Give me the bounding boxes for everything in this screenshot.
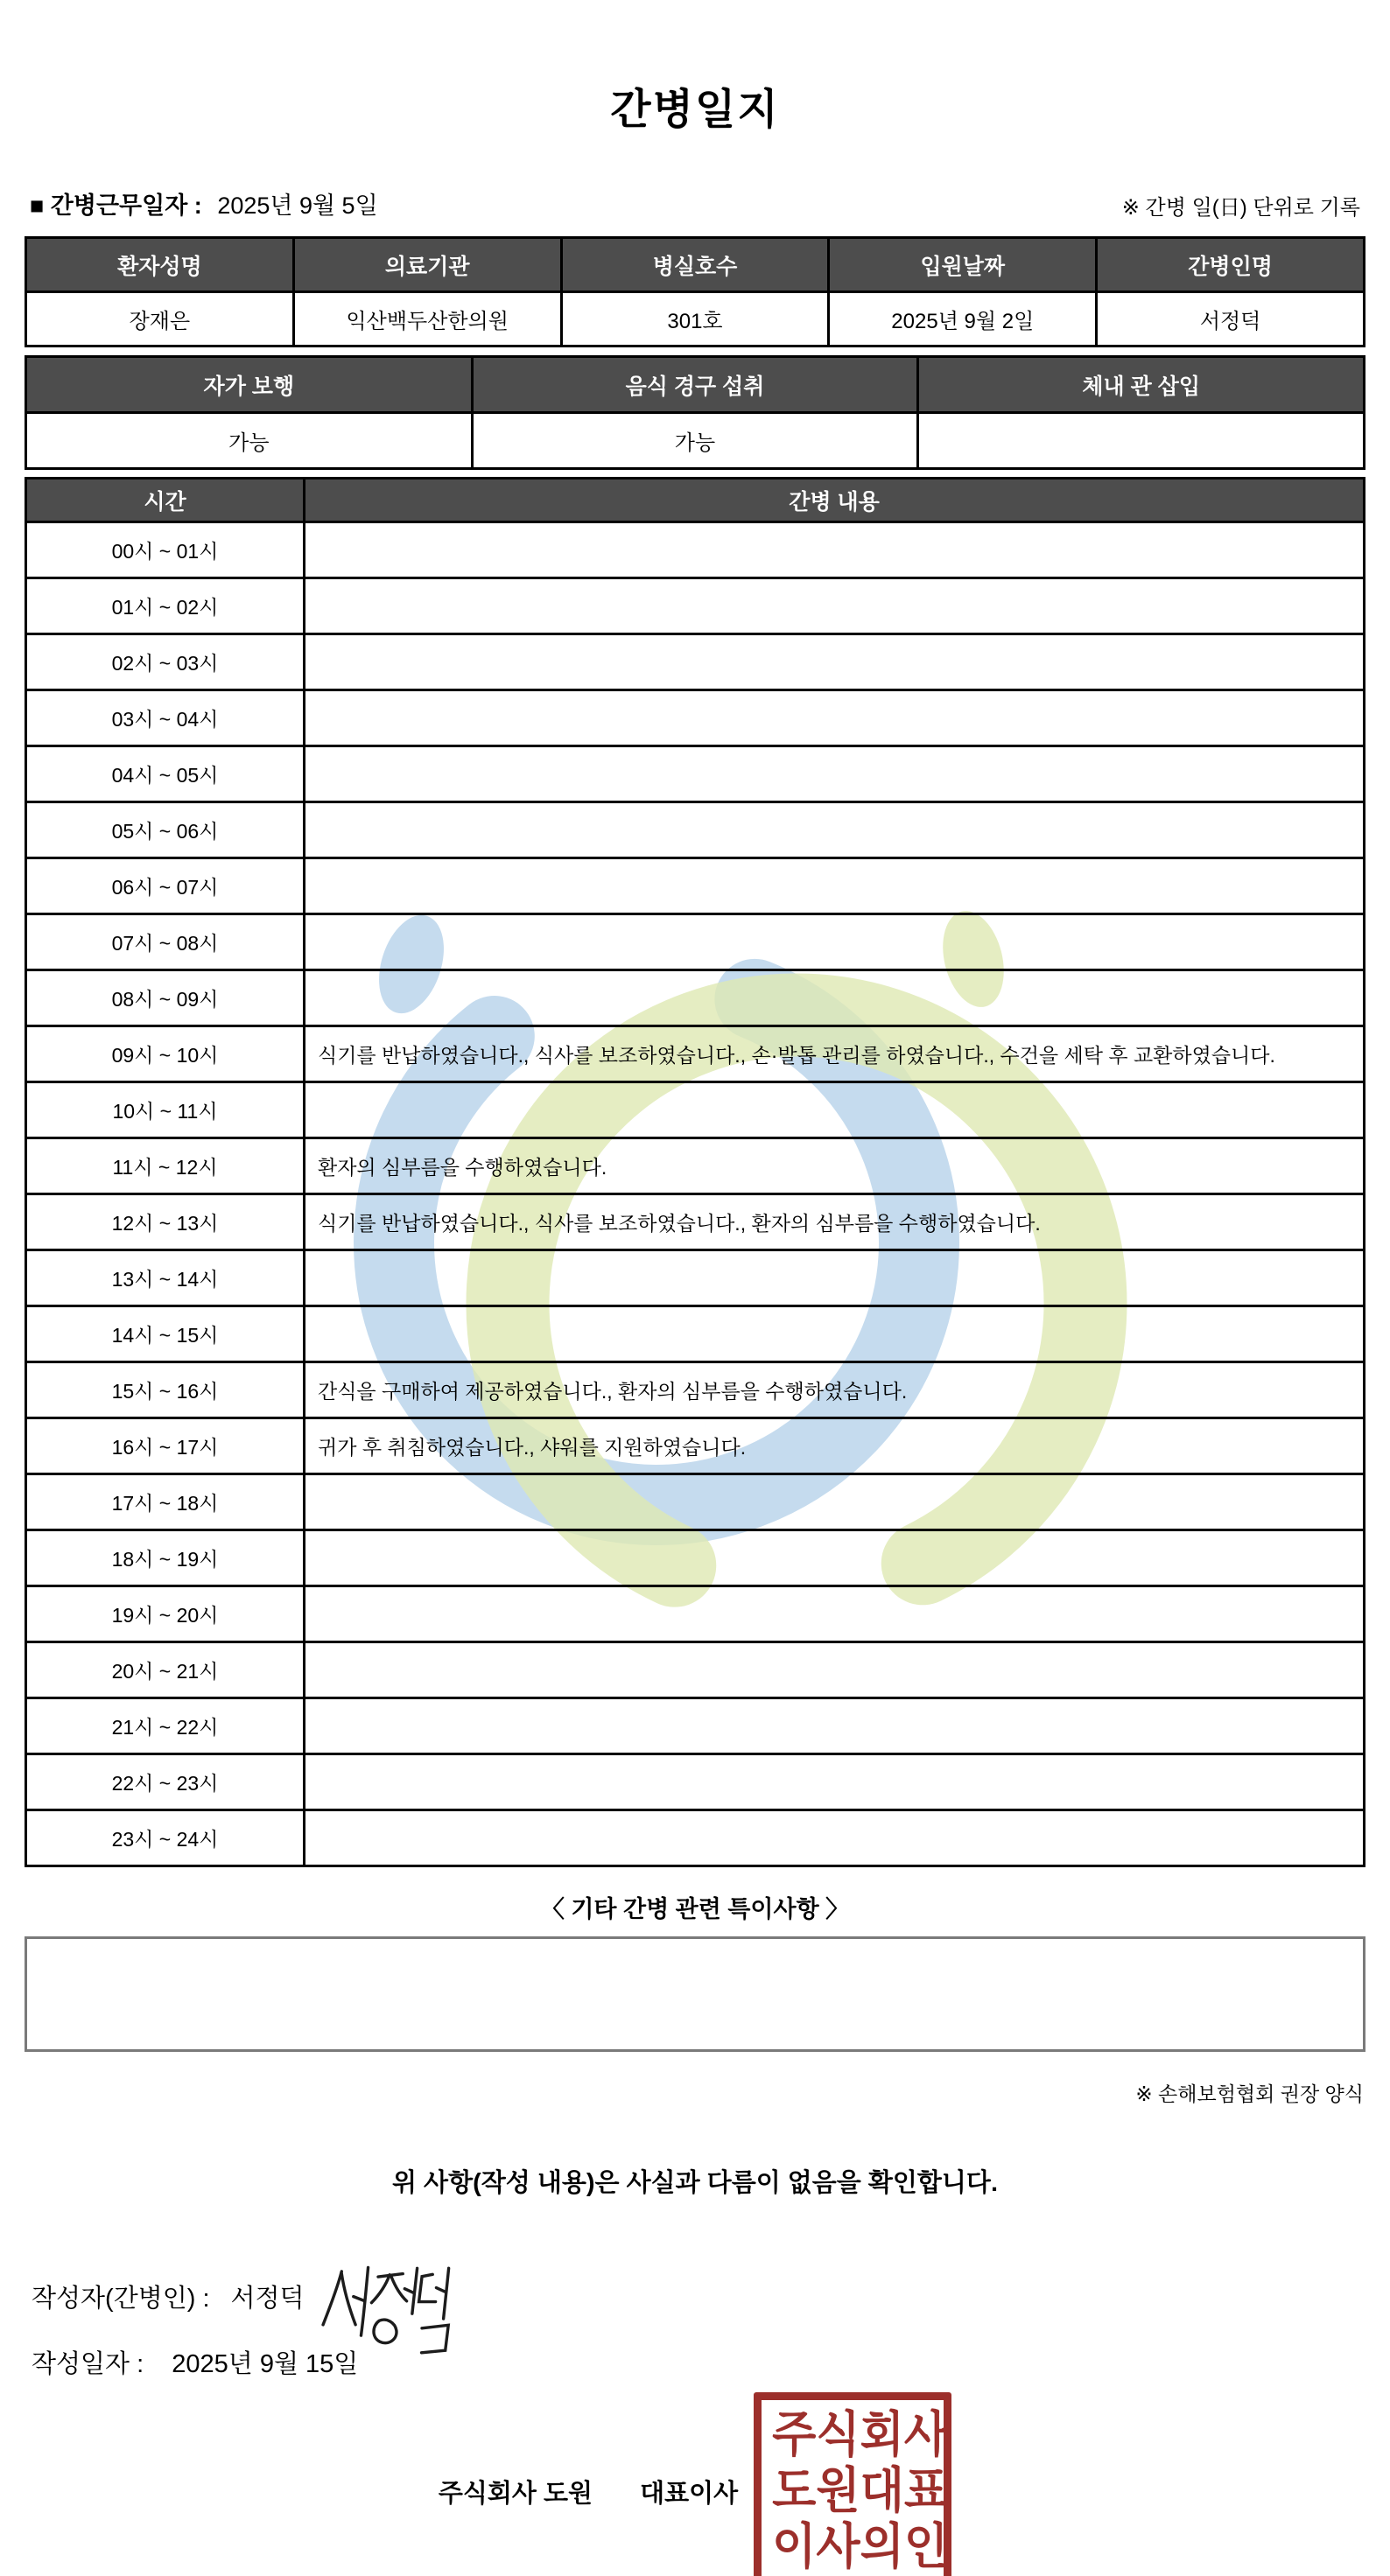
corporate-seal-stamp [754, 2392, 951, 2576]
writer-name: 서정덕 [230, 2285, 305, 2313]
care-log-row [26, 746, 1365, 802]
seal-line-3 [772, 2519, 949, 2575]
written-date-value: 2025년 9월 15일 [172, 2350, 359, 2378]
work-date-label: ■ 간병근무일자 : [30, 192, 202, 219]
time-cell: 07시 ~ 08시 [26, 914, 305, 970]
seal-character: 사 [816, 2519, 860, 2575]
time-cell: 19시 ~ 20시 [26, 1586, 305, 1642]
care-content-cell [305, 634, 1365, 690]
seal-character: 원 [816, 2463, 860, 2519]
care-log-row [26, 1194, 1365, 1250]
care-log-row [26, 1642, 1365, 1698]
work-date-value: 2025년 9월 5일 [217, 192, 378, 219]
patient-header-row [26, 238, 1365, 292]
time-cell: 05시 ~ 06시 [26, 802, 305, 858]
care-log-row [26, 1306, 1365, 1362]
care-log-row [26, 970, 1365, 1026]
care-log-header-row [26, 479, 1365, 522]
care-log-row [26, 1474, 1365, 1530]
special-notes-title: 〈 기타 간병 관련 특이사항 〉 [540, 1896, 850, 1922]
col-tube-insertion: 체내 관 삽입 [918, 357, 1365, 413]
care-log-row [26, 1026, 1365, 1082]
care-content-cell: 환자의 심부름을 수행하였습니다. [305, 1138, 1365, 1194]
seal-character: 주 [772, 2407, 817, 2463]
care-content-cell [305, 1810, 1365, 1866]
care-content-cell: 식기를 반납하였습니다., 식사를 보조하였습니다., 환자의 심부름을 수행하였습니다. [305, 1194, 1365, 1250]
time-cell: 06시 ~ 07시 [26, 858, 305, 914]
status-header-row [26, 357, 1365, 413]
col-self-walking: 자가 보행 [26, 357, 473, 413]
care-content-cell [305, 914, 1365, 970]
patient-name: 장재은 [26, 292, 294, 346]
seal-character: 의 [860, 2519, 904, 2575]
care-content-cell [305, 1530, 1365, 1586]
seal-character: 도 [772, 2463, 817, 2519]
time-cell: 23시 ~ 24시 [26, 1810, 305, 1866]
care-content-cell [305, 1698, 1365, 1754]
care-log-row [26, 1586, 1365, 1642]
care-log-row [26, 1250, 1365, 1306]
care-content-cell [305, 522, 1365, 578]
care-log-row [26, 1698, 1365, 1754]
patient-info-table [25, 236, 1365, 347]
care-log-row [26, 1810, 1365, 1866]
page-title: 간병일지 [610, 87, 780, 133]
care-log-row [26, 1362, 1365, 1418]
self-walking-value: 가능 [26, 413, 473, 469]
col-admission-date: 입원날짜 [829, 238, 1097, 292]
care-log-row [26, 802, 1365, 858]
seal-character: 인 [903, 2519, 949, 2575]
special-notes-box [25, 1936, 1365, 2052]
patient-status-table [25, 355, 1365, 470]
care-content-cell [305, 802, 1365, 858]
written-date-label: 작성일자 : [32, 2350, 144, 2378]
admission-date: 2025년 9월 2일 [829, 292, 1097, 346]
care-content-cell: 식기를 반납하였습니다., 식사를 보조하였습니다., 손·발톱 관리를 하였습니다., 수건을 세탁 후 교환하였습니다. [305, 1026, 1365, 1082]
seal-character: 회 [860, 2407, 904, 2463]
col-time: 시간 [26, 479, 305, 522]
care-content-cell: 귀가 후 취침하였습니다., 샤워를 지원하였습니다. [305, 1418, 1365, 1474]
time-cell: 02시 ~ 03시 [26, 634, 305, 690]
care-content-cell [305, 858, 1365, 914]
written-date-line [25, 2344, 1365, 2380]
seal-character: 사 [903, 2407, 949, 2463]
seal-character: 이 [772, 2519, 817, 2575]
care-content-cell [305, 578, 1365, 634]
time-cell: 10시 ~ 11시 [26, 1082, 305, 1138]
confirmation-statement: 위 사항(작성 내용)은 사실과 다름이 없음을 확인합니다. [391, 2169, 999, 2197]
time-cell: 22시 ~ 23시 [26, 1754, 305, 1810]
time-cell: 14시 ~ 15시 [26, 1306, 305, 1362]
care-content-cell [305, 746, 1365, 802]
care-log-row [26, 914, 1365, 970]
col-medical-institution: 의료기관 [293, 238, 561, 292]
col-patient-name: 환자성명 [26, 238, 294, 292]
time-cell: 20시 ~ 21시 [26, 1642, 305, 1698]
unit-note: ※ 간병 일(日) 단위로 기록 [1121, 196, 1360, 220]
seal-character: 표 [903, 2463, 949, 2519]
seal-line-2 [772, 2463, 949, 2519]
care-content-cell [305, 970, 1365, 1026]
col-caregiver-name: 간병인명 [1097, 238, 1365, 292]
care-content-cell [305, 690, 1365, 746]
room-number: 301호 [561, 292, 829, 346]
care-log-row [26, 1530, 1365, 1586]
company-seal-row [25, 2392, 1365, 2576]
time-cell: 01시 ~ 02시 [26, 578, 305, 634]
care-log-body [26, 522, 1365, 1866]
time-cell: 13시 ~ 14시 [26, 1250, 305, 1306]
form-recommendation-note: ※ 손해보험협회 권장 양식 [1135, 2082, 1364, 2105]
care-content-cell [305, 1642, 1365, 1698]
col-oral-intake: 음식 경구 섭취 [472, 357, 918, 413]
company-name: 주식회사 도원 [438, 2479, 593, 2508]
care-content-cell [305, 1754, 1365, 1810]
patient-value-row [26, 292, 1365, 346]
seal-character: 식 [816, 2407, 860, 2463]
ceo-label: 대표이사 [640, 2479, 739, 2508]
seal-line-1 [772, 2407, 949, 2463]
care-content-cell [305, 1250, 1365, 1306]
tube-insertion-value [918, 413, 1365, 469]
care-content-cell [305, 1586, 1365, 1642]
care-content-cell: 간식을 구매하여 제공하였습니다., 환자의 심부름을 수행하였습니다. [305, 1362, 1365, 1418]
writer-line [25, 2262, 1365, 2314]
time-cell: 09시 ~ 10시 [26, 1026, 305, 1082]
care-content-cell [305, 1306, 1365, 1362]
col-room-number: 병실호수 [561, 238, 829, 292]
oral-intake-value: 가능 [472, 413, 918, 469]
work-date [30, 186, 378, 220]
company-line [439, 2474, 738, 2510]
care-log-row [26, 690, 1365, 746]
time-cell: 18시 ~ 19시 [26, 1530, 305, 1586]
writer-label: 작성자(간병인) : [32, 2285, 210, 2313]
time-cell: 17시 ~ 18시 [26, 1474, 305, 1530]
time-cell: 21시 ~ 22시 [26, 1698, 305, 1754]
care-log-row [26, 634, 1365, 690]
care-log-row [26, 578, 1365, 634]
medical-institution: 익산백두산한의원 [293, 292, 561, 346]
care-log-row [26, 1138, 1365, 1194]
care-content-cell [305, 1082, 1365, 1138]
time-cell: 00시 ~ 01시 [26, 522, 305, 578]
time-cell: 11시 ~ 12시 [26, 1138, 305, 1194]
care-log-row [26, 1754, 1365, 1810]
caregiver-name: 서정덕 [1097, 292, 1365, 346]
time-cell: 15시 ~ 16시 [26, 1362, 305, 1418]
status-value-row [26, 413, 1365, 469]
col-care-content: 간병 내용 [305, 479, 1365, 522]
care-log-row [26, 1418, 1365, 1474]
time-cell: 03시 ~ 04시 [26, 690, 305, 746]
meta-line [25, 186, 1365, 220]
time-cell: 12시 ~ 13시 [26, 1194, 305, 1250]
seal-character: 대 [860, 2463, 904, 2519]
time-cell: 04시 ~ 05시 [26, 746, 305, 802]
care-log-row [26, 1082, 1365, 1138]
care-content-cell [305, 1474, 1365, 1530]
time-cell: 08시 ~ 09시 [26, 970, 305, 1026]
care-log-row [26, 522, 1365, 578]
time-cell: 16시 ~ 17시 [26, 1418, 305, 1474]
care-log-table [25, 477, 1365, 1867]
care-log-row [26, 858, 1365, 914]
